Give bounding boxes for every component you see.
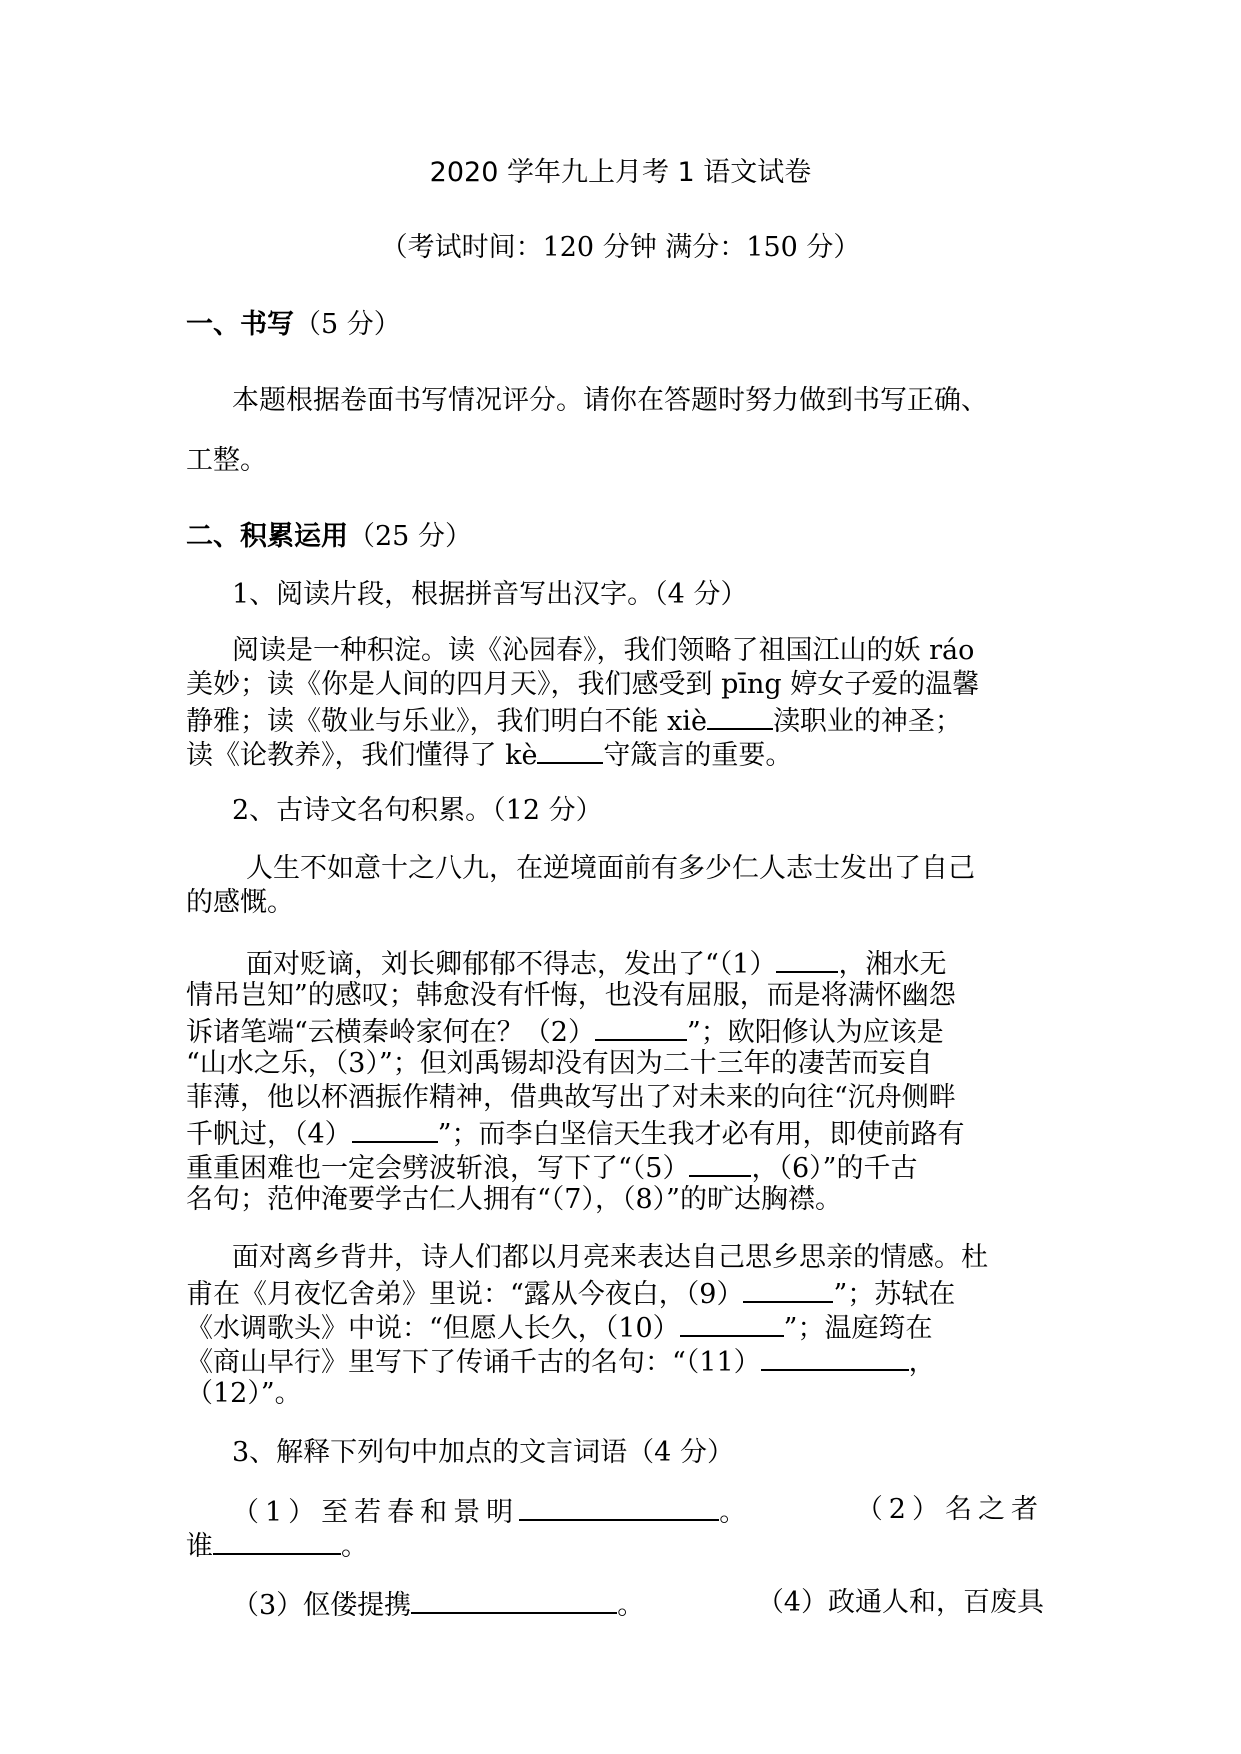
q1-line-3-text-a: 静雅；读《敬业与乐业》，我们明白不能 xiè	[186, 706, 707, 737]
answer-blank-11[interactable]	[761, 1343, 909, 1371]
question-1-prompt: 1、阅读片段，根据拼音写出汉字。（4 分）	[232, 579, 748, 610]
q2-p3-text-a: 诉诸笔端“云横秦岭家何在？（2）	[186, 1017, 595, 1048]
q1-line-4-text-b: 守箴言的重要。	[603, 740, 793, 771]
q1-line-4-text-a: 读《论教养》，我们懂得了 kè	[186, 740, 538, 771]
section-2-points: （25 分）	[348, 521, 472, 552]
q3-item-row-2	[186, 1527, 368, 1564]
answer-blank-5[interactable]	[689, 1149, 751, 1177]
exam-info: （考试时间：120 分钟 满分：150 分）	[380, 232, 861, 263]
q2-m4-text-a: 《商山早行》里写下了传诵千古的名句：“（11）	[186, 1347, 761, 1378]
q2-intro-line-2: 的感慨。	[186, 887, 294, 918]
answer-blank-q3-2[interactable]	[213, 1527, 341, 1555]
q2-para-1-line-4: “山水之乐，（3）”；但刘禹锡却没有因为二十三年的凄苦而妄自	[186, 1048, 933, 1079]
answer-blank-q3-3[interactable]	[411, 1586, 617, 1614]
q3-item-1-group	[232, 1493, 746, 1530]
section-1-title: 一、书写	[186, 309, 294, 340]
q2-para-1-line-2: 情吊岂知”的感叹；韩愈没有忏悔，也没有屈服，而是将满怀幽怨	[186, 980, 956, 1011]
answer-blank-xie[interactable]	[707, 702, 773, 730]
q3-item-1-end: 。	[719, 1497, 747, 1528]
section-1-heading	[186, 308, 401, 342]
q3-item-1-text: （1）至若春和景明	[232, 1497, 520, 1528]
q1-passage-line-4	[186, 736, 792, 773]
q2-intro-line-1: 人生不如意十之八九，在逆境面前有多少仁人志士发出了自己	[246, 853, 975, 884]
q3-item-2-text: （2）名之者	[855, 1494, 1044, 1525]
q2-para-2-line-3	[186, 1309, 932, 1346]
answer-blank-4[interactable]	[352, 1115, 438, 1143]
q2-m3-text-b: ”；温庭筠在	[783, 1313, 933, 1344]
q3-item-3-group	[232, 1586, 644, 1623]
q3-item-2-cont: 谁	[186, 1531, 213, 1562]
q2-m2-text-a: 甫在《月夜忆舍弟》里说：“露从今夜白，（9）	[186, 1279, 744, 1310]
q2-para-1-line-8: 名句；范仲淹要学古仁人拥有“（7），（8）”的旷达胸襟。	[186, 1184, 842, 1215]
q2-m3-text-a: 《水调歌头》中说：“但愿人长久，（10）	[186, 1313, 680, 1344]
answer-blank-ke[interactable]	[537, 736, 603, 764]
q2-para-2-line-2	[186, 1275, 955, 1312]
q2-para-1-line-6	[186, 1115, 965, 1152]
answer-blank-2[interactable]	[595, 1013, 687, 1041]
q3-item-2-end: 。	[341, 1531, 368, 1562]
answer-blank-q3-1[interactable]	[519, 1493, 719, 1521]
answer-blank-10[interactable]	[680, 1309, 784, 1337]
question-3-prompt: 3、解释下列句中加点的文言词语（4 分）	[232, 1437, 734, 1468]
q2-m4-text-b: ，	[908, 1347, 936, 1378]
q2-p6-text-b: ”；而李白坚信天生我才必有用，即使前路有	[437, 1119, 965, 1150]
section-1-text-line-2: 工整。	[186, 445, 267, 476]
q1-passage-line-2: 美妙；读《你是人间的四月天》，我们感受到 pīng 婷女子爱的温馨	[186, 669, 980, 700]
q1-line-3-text-b: 渎职业的神圣；	[772, 706, 962, 737]
q1-passage-line-1: 阅读是一种积淀。读《沁园春》，我们领略了祖国江山的妖 ráo	[232, 635, 975, 666]
q2-para-2-line-4	[186, 1343, 936, 1380]
question-2-prompt: 2、古诗文名句积累。（12 分）	[232, 795, 603, 826]
q2-para-2-line-5: （12）”。	[186, 1378, 302, 1409]
section-1-points: （5 分）	[294, 309, 401, 340]
q2-p6-text-a: 千帆过，（4）	[186, 1119, 352, 1150]
q3-item-3-text: （3）伛偻提携	[232, 1590, 412, 1621]
q3-item-4-text: （4）政通人和，百废具	[756, 1587, 1044, 1618]
section-1-text-line-1: 本题根据卷面书写情况评分。请你在答题时努力做到书写正确、	[232, 385, 988, 416]
q2-para-1-line-7	[186, 1149, 917, 1186]
q2-m2-text-b: ”；苏轼在	[833, 1279, 956, 1310]
section-2-title: 二、积累运用	[186, 521, 348, 552]
q2-para-1-line-1	[246, 945, 946, 982]
q2-para-1-line-5: 菲薄，他以杯酒振作精神，借典故写出了对未来的向往“沉舟侧畔	[186, 1082, 956, 1113]
q3-item-3-end: 。	[617, 1590, 645, 1621]
q2-p3-text-b: ”；欧阳修认为应该是	[686, 1017, 944, 1048]
q1-passage-line-3	[186, 702, 962, 739]
q2-p7-text-b: ，（6）”的千古	[751, 1153, 918, 1184]
q3-item-row-3	[232, 1586, 1044, 1623]
section-2-heading	[186, 520, 472, 554]
answer-blank-9[interactable]	[743, 1275, 833, 1303]
q3-item-row-1	[232, 1493, 1044, 1530]
q2-p1-text-a: 面对贬谪，刘长卿郁郁不得志，发出了“（1）	[246, 949, 777, 980]
q2-para-2-line-1: 面对离乡背井，诗人们都以月亮来表达自己思乡思亲的情感。杜	[232, 1242, 988, 1273]
q2-p1-text-b: ，湘水无	[838, 949, 947, 980]
q2-p7-text-a: 重重困难也一定会劈波斩浪，写下了“（5）	[186, 1153, 690, 1184]
q2-para-1-line-3	[186, 1013, 944, 1050]
exam-title: 2020 学年九上月考 1 语文试卷	[429, 157, 812, 188]
answer-blank-1[interactable]	[776, 945, 838, 973]
